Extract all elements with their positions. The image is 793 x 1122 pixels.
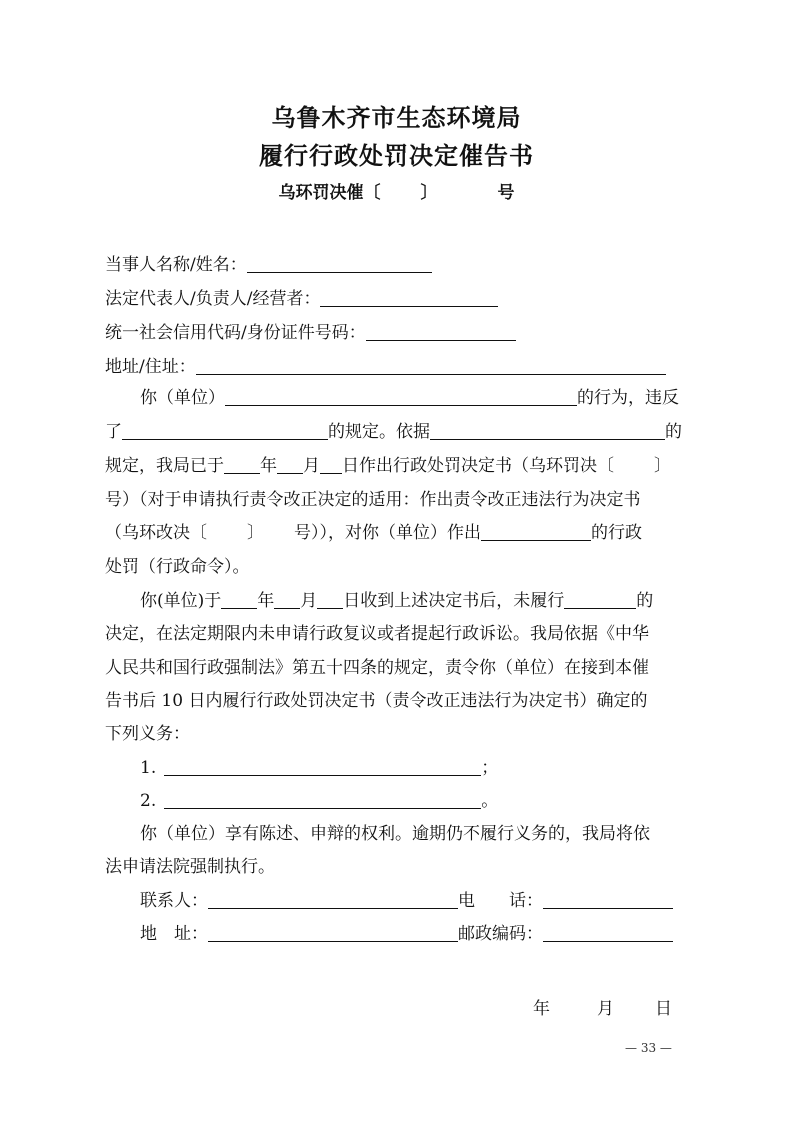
- text: 的行为，违反: [577, 388, 679, 408]
- receive-year-blank[interactable]: [221, 592, 257, 609]
- body-line-5: [105, 522, 642, 544]
- legal-rep-line: [105, 288, 498, 310]
- postcode-label: 邮政编码：: [458, 924, 543, 944]
- text: 号）），对你（单位）作出: [294, 523, 481, 543]
- text: 规定，我局已于: [105, 456, 224, 476]
- obligation-1-blank[interactable]: [164, 759, 481, 776]
- receive-day-blank[interactable]: [317, 592, 343, 609]
- text: 。: [481, 791, 499, 811]
- item-number: 1.: [140, 758, 157, 778]
- basis-rule-blank[interactable]: [430, 423, 665, 440]
- contact-line: [140, 890, 673, 912]
- text: 的: [636, 591, 654, 611]
- text: 你（单位）: [140, 388, 225, 408]
- receive-month-blank[interactable]: [274, 592, 300, 609]
- body-line-1: [140, 387, 679, 409]
- postcode-blank[interactable]: [543, 925, 673, 942]
- page-number: — 33 —: [625, 1041, 672, 1055]
- text: 的行政: [591, 523, 642, 543]
- doc-no-suffix: 号: [497, 183, 515, 203]
- obligation-2-blank[interactable]: [164, 792, 481, 809]
- text: 日: [342, 456, 359, 476]
- body-line-8: 决定，在法定期限内未申请行政复议或者提起行政诉讼。我局依据《中华: [105, 624, 649, 644]
- text: 作出行政处罚决定书（乌环罚决〔: [359, 456, 614, 476]
- month-blank[interactable]: [277, 457, 303, 474]
- doc-no-bracket-close: 〕: [420, 183, 438, 203]
- behavior-blank[interactable]: [225, 389, 577, 406]
- body-line-11: 下列义务：: [105, 724, 190, 744]
- legal-rep-blank[interactable]: [320, 290, 498, 307]
- text: 月: [303, 456, 320, 476]
- body-line-2: [105, 421, 682, 443]
- body-line-10: 告书后 10 日内履行行政处罚决定书（责令改正违法行为决定书）确定的: [105, 691, 648, 711]
- body-line-3: [105, 455, 671, 477]
- body-line-12: 你（单位）享有陈述、申辩的权利。逾期仍不履行义务的，我局将依: [140, 824, 650, 844]
- credit-code-blank[interactable]: [366, 324, 516, 341]
- year-blank[interactable]: [224, 457, 260, 474]
- doc-no-prefix: 乌环罚决催: [278, 183, 364, 203]
- unfulfilled-blank[interactable]: [564, 592, 636, 609]
- item-number: 2.: [140, 791, 157, 811]
- address-line: [105, 356, 666, 378]
- phone-blank[interactable]: [543, 892, 673, 909]
- body-line-4: [105, 489, 641, 511]
- doc-no-bracket-open: 〔: [363, 183, 381, 203]
- text: 年: [257, 591, 275, 611]
- obligation-item-2: [140, 790, 498, 812]
- address-blank[interactable]: [196, 358, 666, 375]
- text: 日收到上述决定书后，未履行: [343, 591, 565, 611]
- violated-rule-blank[interactable]: [122, 423, 328, 440]
- document-title: 履行行政处罚决定催告书: [259, 142, 534, 170]
- date-year-label: 年: [533, 999, 550, 1019]
- contact-blank[interactable]: [208, 892, 458, 909]
- party-name-blank[interactable]: [247, 256, 432, 273]
- body-line-13: 法申请法院强制执行。: [105, 857, 275, 877]
- address-label: 地址/住址：: [105, 357, 196, 377]
- text: 号）（对于申请执行责令改正决定的适用：作出责令改正违法行为决定书: [105, 490, 641, 510]
- text: （乌环改决〔: [105, 523, 207, 543]
- day-blank[interactable]: [320, 457, 342, 474]
- date-month-label: 月: [597, 999, 614, 1019]
- text: 你(单位)于: [140, 591, 222, 611]
- address2-line: [140, 923, 673, 945]
- body-line-9: 人民共和国行政强制法》第五十四条的规定，责令你（单位）在接到本催: [105, 658, 649, 678]
- credit-code-label: 统一社会信用代码/身份证件号码：: [105, 323, 366, 343]
- text: ；: [481, 758, 499, 778]
- phone-label: 电 话：: [458, 891, 543, 911]
- date-day-label: 日: [655, 999, 672, 1019]
- party-name-label: 当事人名称/姓名：: [105, 255, 247, 275]
- text: 了: [105, 422, 122, 442]
- credit-code-line: [105, 322, 516, 344]
- agency-title: 乌鲁木齐市生态环境局: [271, 104, 522, 132]
- body-line-6: [105, 556, 250, 578]
- text: 处罚（行政命令）。: [105, 557, 250, 577]
- document-number: [0, 178, 793, 203]
- text: 〕: [654, 456, 671, 476]
- text: 〕: [247, 523, 264, 543]
- obligation-item-1: [140, 757, 498, 779]
- legal-rep-label: 法定代表人/负责人/经营者：: [105, 289, 321, 309]
- penalty-blank[interactable]: [481, 524, 591, 541]
- text: 的: [665, 422, 682, 442]
- body-line-7: [140, 590, 653, 612]
- party-name-line: [105, 254, 432, 276]
- text: 年: [260, 456, 277, 476]
- text: 月: [300, 591, 318, 611]
- contact-label: 联系人：: [140, 891, 208, 911]
- address2-blank[interactable]: [208, 925, 458, 942]
- address2-label: 地 址：: [140, 924, 208, 944]
- text: 的规定。依据: [328, 422, 430, 442]
